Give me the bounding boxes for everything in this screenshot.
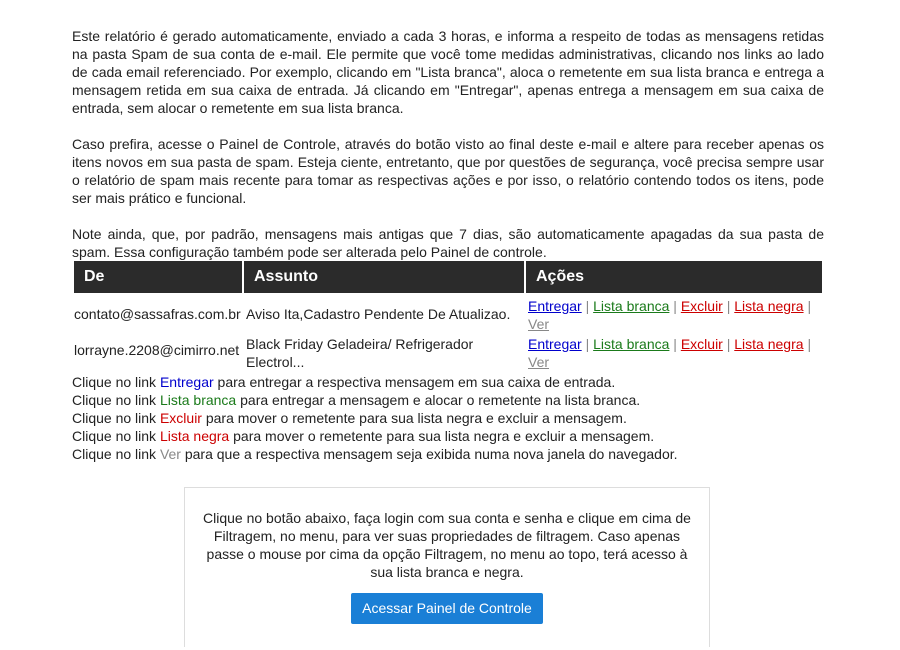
intro-paragraph-2: Caso prefira, acesse o Painel de Controle, através do botão visto ao final deste e-mail e altere para receber apenas os itens novos em sua pasta de spam. Esteja ciente, entretanto, que por questões de segurança, você precisa sempre usar o relatório de spam mais recente para tomar as respectivas ações e por isso, o relatório contendo todos os itens, pode ser mais prático e funcional.: [72, 136, 824, 206]
legend-link-lista-negra: Lista negra: [159, 428, 230, 444]
legend-text: para mover o remetente para sua lista negra e excluir a mensagem.: [233, 428, 655, 444]
legend-link-ver: Ver: [159, 446, 181, 462]
subject-cell: [244, 333, 524, 371]
legend-item: [72, 391, 824, 409]
legend-prefix: Clique no link: [72, 428, 157, 444]
sender-cell: [74, 293, 242, 333]
excluir-link[interactable]: Excluir: [680, 336, 723, 352]
separator: |: [673, 298, 677, 314]
legend-link-lista-branca: Lista branca: [159, 392, 237, 408]
separator: |: [807, 336, 812, 352]
legend-prefix: Clique no link: [72, 392, 157, 408]
legend-item: [72, 445, 824, 463]
spam-table: [72, 261, 824, 371]
legend-item: [72, 427, 824, 445]
sender-email: lorrayne.2208@cimirro.net: [74, 342, 240, 358]
lista-branca-link[interactable]: Lista branca: [593, 336, 670, 352]
column-header-acoes: Ações: [526, 261, 822, 293]
table-header-row: [74, 261, 822, 293]
legend-prefix: Clique no link: [72, 374, 157, 390]
ver-link[interactable]: Ver: [528, 354, 550, 370]
entregar-link[interactable]: Entregar: [528, 298, 582, 314]
separator: |: [807, 298, 812, 314]
excluir-link[interactable]: Excluir: [680, 298, 723, 314]
intro-paragraph-3: Note ainda, que, por padrão, mensagens mais antigas que 7 dias, são automaticamente apagadas da sua pasta de spam. Essa configuração também pode ser alterada pelo Painel de controle.: [72, 226, 824, 260]
legend-link-excluir: Excluir: [159, 410, 202, 426]
subject-text: Aviso Ita,Cadastro Pendente De Atualizao.: [246, 306, 511, 322]
lista-branca-link[interactable]: Lista branca: [593, 298, 670, 314]
legend-text: para entregar a mensagem e alocar o remetente na lista branca.: [240, 392, 641, 408]
sender-email: contato@sassafras.com.br: [74, 306, 241, 322]
ver-link[interactable]: Ver: [528, 316, 550, 332]
legend-text: para entregar a respectiva mensagem em sua caixa de entrada.: [217, 374, 616, 390]
legend-item: [72, 373, 824, 391]
entregar-link[interactable]: Entregar: [528, 336, 582, 352]
legend-prefix: Clique no link: [72, 410, 157, 426]
subject-cell: [244, 293, 524, 333]
legend-text: para que a respectiva mensagem seja exibida numa nova janela do navegador.: [184, 446, 678, 462]
actions-cell: [526, 333, 822, 371]
intro-paragraph-1: Este relatório é gerado automaticamente, enviado a cada 3 horas, e informa a respeito de todas as mensagens retidas na pasta Spam de sua conta de e-mail. Ele permite que você tome medidas administrativas, clicando nos links ao lado de cada email referenciado. Por exemplo, clicando em "Lista branca", aloca o remetente em sua lista branca e entrega a mensagem retida em sua caixa de entrada. Já clicando em "Entregar", apenas entrega a mensagem em sua caixa de entrada, sem alocar o remetente em sua lista branca.: [72, 28, 824, 116]
control-panel-box: [184, 487, 710, 647]
sender-cell: [74, 333, 242, 371]
panel-instructions: Clique no botão abaixo, faça login com sua conta e senha e clique em cima de Filtragem, no menu, para ver suas propriedades de filtragem. Caso apenas passe o mouse por cima da opção Filtragem, no menu ao topo, terá acesso à sua lista branca e negra.: [203, 510, 691, 580]
intro-section: [72, 27, 824, 261]
lista-negra-link[interactable]: Lista negra: [734, 298, 804, 314]
legend-item: [72, 409, 824, 427]
column-header-assunto: Assunto: [244, 261, 524, 293]
control-panel-button[interactable]: Acessar Painel de Controle: [351, 593, 543, 624]
table-row: [74, 293, 822, 333]
table-row: [74, 333, 822, 371]
separator: |: [673, 336, 677, 352]
separator: |: [585, 336, 590, 352]
link-legend: [72, 373, 824, 463]
column-header-de: De: [74, 261, 242, 293]
legend-prefix: Clique no link: [72, 446, 157, 462]
lista-negra-link[interactable]: Lista negra: [734, 336, 804, 352]
subject-text: Black Friday Geladeira/ Refrigerador Electrol...: [246, 336, 474, 370]
separator: |: [585, 298, 590, 314]
legend-text: para mover o remetente para sua lista negra e excluir a mensagem.: [205, 410, 627, 426]
actions-cell: [526, 293, 822, 333]
separator: |: [726, 298, 731, 314]
report-body: [72, 27, 824, 463]
separator: |: [726, 336, 731, 352]
legend-link-entregar: Entregar: [159, 374, 214, 390]
